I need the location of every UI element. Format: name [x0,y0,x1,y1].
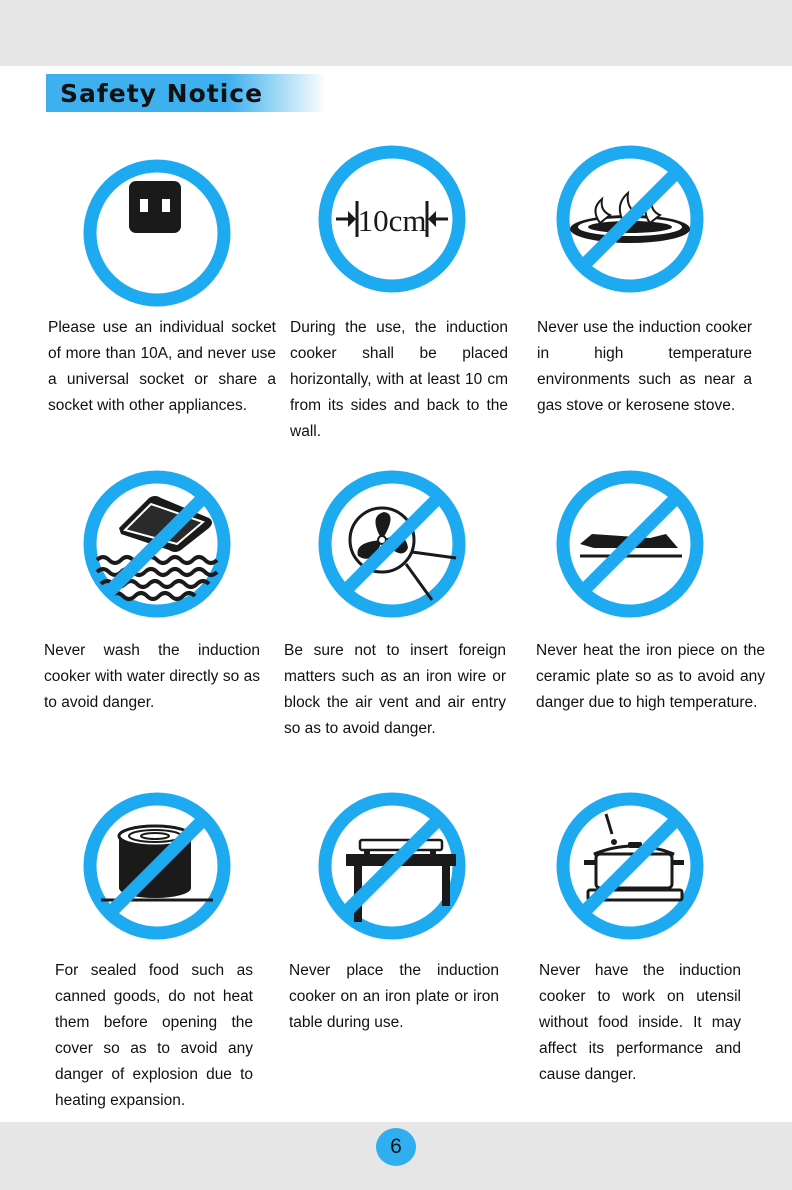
distance-10cm-icon [316,143,468,295]
notice-text-gas-stove: Never use the induction cooker in high temperature environments such as near a gas stove or kerosene stove. [537,319,752,414]
no-foreign-matter-fan-icon [316,468,468,620]
notice-text-iron-table: Never place the induction cooker on an iron plate or iron table during use. [289,962,499,1031]
header-band [0,0,792,66]
notice-text-sealed-can: For sealed food such as canned goods, do not heat them before opening the cover so as to avoid any danger of explosion due to heating expansion. [55,962,253,1109]
notice-text-water-wash: Never wash the induction cooker with water directly so as to avoid danger. [44,642,260,711]
notice-text-iron-piece: Never heat the iron piece on the ceramic plate so as to avoid any danger due to high temperature. [536,642,765,711]
no-gas-stove-icon [554,143,706,295]
no-iron-table-icon [316,790,468,942]
no-water-wash-icon [81,468,233,620]
notice-text-socket: Please use an individual socket of more than 10A, and never use a universal socket or share a socket with other appliances. [48,319,276,414]
page-title: Safety Notice [60,79,264,108]
socket-icon [81,157,233,309]
notice-text-foreign-matter: Be sure not to insert foreign matters such as an iron wire or block the air vent and air entry so as to avoid danger. [284,642,506,737]
no-empty-pot-icon [554,790,706,942]
no-sealed-can-icon [81,790,233,942]
no-iron-piece-icon [554,468,706,620]
page-number: 6 [376,1128,416,1166]
notice-text-distance: During the use, the induction cooker shall be placed horizontally, with at least 10 cm from its sides and back to the wall. [290,319,508,440]
notice-text-empty-pot: Never have the induction cooker to work on utensil without food inside. It may affect its performance and cause danger. [539,962,741,1083]
distance-label: 10cm [357,203,427,238]
